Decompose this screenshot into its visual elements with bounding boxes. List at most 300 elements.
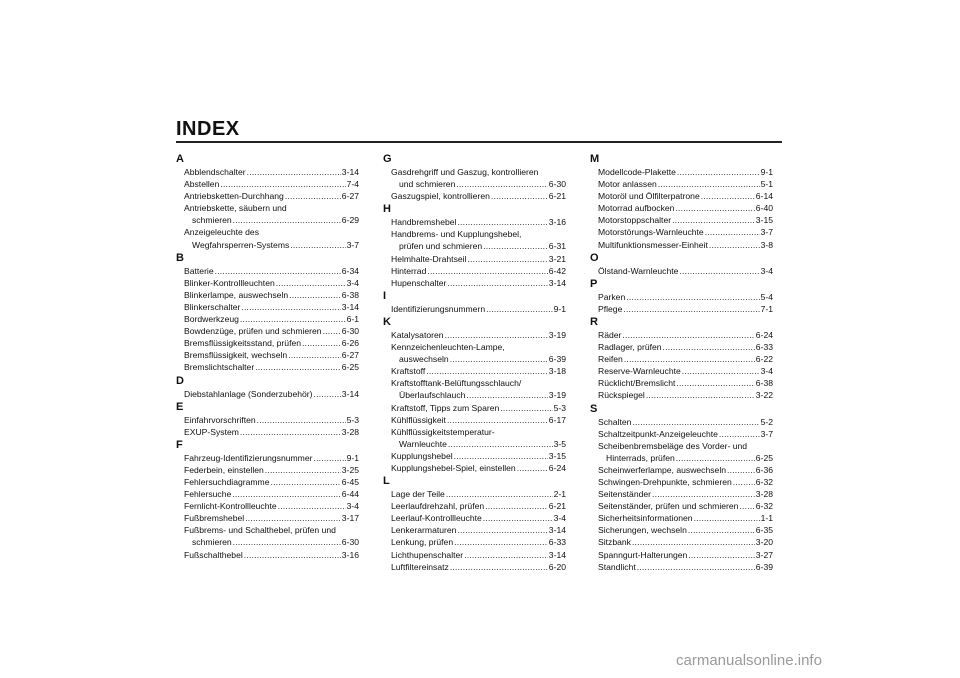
index-letter: D xyxy=(176,374,184,387)
index-entry-term: Sitzbank xyxy=(598,537,631,548)
index-entry xyxy=(590,214,773,226)
index-entry xyxy=(383,500,566,512)
index-entry-page: 3-14 xyxy=(548,277,566,288)
index-entry xyxy=(383,438,566,450)
index-entry xyxy=(176,239,359,251)
index-entry-page: 3-16 xyxy=(341,549,359,560)
index-entry-page: 6-26 xyxy=(341,338,359,349)
index-entry-term: auswechseln xyxy=(399,354,449,365)
index-entry-page: 6-36 xyxy=(755,464,773,475)
index-entry-page: 3-28 xyxy=(755,489,773,500)
index-entry-page: 6-31 xyxy=(548,241,566,252)
index-entry-term: Einfahrvorschriften xyxy=(184,414,256,425)
dot-leader xyxy=(483,240,548,252)
index-entry xyxy=(590,190,773,202)
index-entry-page: 3-28 xyxy=(341,426,359,437)
index-entry xyxy=(590,239,773,251)
index-entry-page: 7-1 xyxy=(760,303,773,314)
index-entry-page: 3-15 xyxy=(755,215,773,226)
index-entry xyxy=(383,365,566,377)
index-entry-page: 6-32 xyxy=(755,476,773,487)
index-entry-heading: Scheibenbremsbeläge des Vorder- und xyxy=(598,440,748,451)
page-title: INDEX xyxy=(176,118,240,140)
dot-leader xyxy=(278,500,346,512)
index-entry xyxy=(176,214,359,226)
dot-leader xyxy=(314,452,346,464)
dot-leader xyxy=(679,265,759,277)
index-column-3 xyxy=(590,152,773,573)
index-entry-page: 6-35 xyxy=(755,525,773,536)
index-entry-page: 6-30 xyxy=(548,179,566,190)
dot-leader xyxy=(323,325,341,337)
index-entry-page: 3-25 xyxy=(341,464,359,475)
index-entry xyxy=(176,337,359,349)
index-entry-page: 3-20 xyxy=(755,537,773,548)
index-entry-page: 6-44 xyxy=(341,489,359,500)
index-entry xyxy=(383,524,566,536)
dot-leader xyxy=(652,488,755,500)
index-entry-page: 3-4 xyxy=(760,265,773,276)
dot-leader xyxy=(677,166,760,178)
index-entry-page: 3-4 xyxy=(760,366,773,377)
index-entry-page: 3-8 xyxy=(760,239,773,250)
index-entry-page: 6-24 xyxy=(548,462,566,473)
dot-leader xyxy=(676,452,755,464)
dot-leader xyxy=(220,178,345,190)
dot-leader xyxy=(466,389,547,401)
index-entry xyxy=(383,277,566,289)
index-entry xyxy=(176,500,359,512)
index-entry-page: 3-18 xyxy=(548,366,566,377)
dot-leader xyxy=(215,265,341,277)
index-entry xyxy=(383,265,566,277)
dot-leader xyxy=(233,536,341,548)
index-entry-page: 1-1 xyxy=(760,513,773,524)
index-letter: O xyxy=(590,251,599,264)
index-letter: M xyxy=(590,153,600,165)
index-entry-term: Lenkerarmaturen xyxy=(391,525,457,536)
dot-leader xyxy=(626,291,759,303)
index-entry-page: 6-40 xyxy=(755,203,773,214)
index-entry xyxy=(176,476,359,488)
index-entry-page: 5-3 xyxy=(346,414,359,425)
index-entry-term: Fußschalthebel xyxy=(184,549,243,560)
index-entry-term: Katalysatoren xyxy=(391,329,444,340)
index-entry xyxy=(383,190,566,202)
dot-leader xyxy=(240,426,341,438)
index-entry-page: 5-3 xyxy=(553,402,566,413)
index-entry xyxy=(590,291,773,303)
dot-leader xyxy=(624,353,755,365)
index-entry xyxy=(176,488,359,500)
index-entry xyxy=(590,452,773,464)
index-entry-term: EXUP-System xyxy=(184,426,239,437)
dot-leader xyxy=(285,190,341,202)
index-entry xyxy=(176,301,359,313)
index-entry xyxy=(176,536,359,548)
title-rule xyxy=(176,141,782,143)
index-entry xyxy=(590,524,773,536)
index-entry-term: Multifunktionsmesser-Einheit xyxy=(598,239,708,250)
index-entry-page: 3-21 xyxy=(548,253,566,264)
index-entry-page: 3-14 xyxy=(548,525,566,536)
index-entry-heading: Kühlflüssigkeitstemperatur- xyxy=(391,426,495,437)
index-entry-term: Seitenständer xyxy=(598,489,652,500)
index-entry-page: 3-19 xyxy=(548,329,566,340)
dot-leader xyxy=(447,277,547,289)
index-entry xyxy=(383,216,566,228)
index-entry-term: Diebstahlanlage (Sonderzubehör) xyxy=(184,388,313,399)
index-entry-term: Lichthupenschalter xyxy=(391,549,464,560)
index-entry xyxy=(176,325,359,337)
index-entry xyxy=(383,462,566,474)
dot-leader xyxy=(288,349,341,361)
dot-leader xyxy=(694,512,760,524)
index-entry xyxy=(383,329,566,341)
dot-leader xyxy=(240,313,346,325)
index-entry-term: Pflege xyxy=(598,303,623,314)
index-entry-page: 7-4 xyxy=(346,179,359,190)
index-entry-term: Antriebsketten-Durchhang xyxy=(184,191,284,202)
index-entry-term: Lage der Teile xyxy=(391,489,445,500)
index-entry-term: Fehlersuchdiagramme xyxy=(184,476,270,487)
index-entry-page: 3-5 xyxy=(553,438,566,449)
index-entry-page: 6-1 xyxy=(346,314,359,325)
index-entry-term: Kupplungshebel-Spiel, einstellen xyxy=(391,462,516,473)
index-entry-term: Hinterrads, prüfen xyxy=(606,452,675,463)
index-entry-term: Motoröl und Ölfilterpatrone xyxy=(598,191,700,202)
index-entry-term: Radlager, prüfen xyxy=(598,342,662,353)
index-entry-term: Sicherheitsinformationen xyxy=(598,513,693,524)
dot-leader xyxy=(457,216,547,228)
index-entry xyxy=(590,202,773,214)
index-entry xyxy=(383,450,566,462)
index-entry xyxy=(383,389,566,401)
index-letter: R xyxy=(590,315,598,328)
index-entry xyxy=(590,377,773,389)
index-entry xyxy=(176,388,359,400)
index-entry-term: Motorstoppschalter xyxy=(598,215,672,226)
index-entry-term: Modellcode-Plakette xyxy=(598,167,676,177)
dot-leader xyxy=(233,214,341,226)
dot-leader xyxy=(637,561,755,573)
dot-leader xyxy=(467,253,547,265)
dot-leader xyxy=(302,337,341,349)
index-entry-term: Bremsflüssigkeit, wechseln xyxy=(184,350,288,361)
index-entry xyxy=(383,353,566,365)
index-entry-page: 3-14 xyxy=(548,549,566,560)
index-entry xyxy=(383,549,566,561)
index-entry xyxy=(590,464,773,476)
dot-leader xyxy=(289,289,341,301)
index-entry xyxy=(383,414,566,426)
dot-leader xyxy=(682,365,760,377)
index-entry xyxy=(383,488,566,500)
index-entry-page: 6-33 xyxy=(548,537,566,548)
index-entry-page: 3-4 xyxy=(346,501,359,512)
index-entry xyxy=(176,464,359,476)
index-entry-term: Motor anlassen xyxy=(598,179,657,190)
watermark-footer[interactable]: carmanualsonline.info xyxy=(676,652,822,669)
index-entry xyxy=(590,389,773,401)
index-entry xyxy=(176,426,359,438)
index-entry-term: Ölstand-Warnleuchte xyxy=(598,265,679,276)
index-entry xyxy=(383,402,566,414)
dot-leader xyxy=(491,190,548,202)
index-entry-term: Kühlflüssigkeit xyxy=(391,414,446,425)
index-entry-term: Schalten xyxy=(598,416,632,427)
index-entry-heading: Antriebskette, säubern und xyxy=(184,203,287,214)
dot-leader xyxy=(739,500,754,512)
index-entry-page: 3-19 xyxy=(548,390,566,401)
index-letter: G xyxy=(383,153,392,165)
index-entry-term: Identifizierungsnummern xyxy=(391,303,486,314)
index-entry xyxy=(176,512,359,524)
index-entry-page: 3-4 xyxy=(346,277,359,288)
dot-leader xyxy=(622,329,754,341)
index-entry xyxy=(176,549,359,561)
index-letter: A xyxy=(176,153,184,165)
index-entry-page: 9-1 xyxy=(553,303,566,314)
index-entry-term: schmieren xyxy=(192,537,232,548)
dot-leader xyxy=(688,549,754,561)
index-entry-page: 6-27 xyxy=(341,350,359,361)
dot-leader xyxy=(450,561,548,573)
dot-leader xyxy=(672,214,755,226)
dot-leader xyxy=(486,303,552,315)
index-letter: S xyxy=(590,402,598,415)
dot-leader xyxy=(314,388,341,400)
index-entry-term: Fehlersuche xyxy=(184,489,232,500)
dot-leader xyxy=(276,277,346,289)
index-entry xyxy=(176,277,359,289)
index-entry-page: 3-14 xyxy=(341,167,359,177)
dot-leader xyxy=(517,462,548,474)
index-entry xyxy=(590,166,773,178)
index-entry-term: Reserve-Warnleuchte xyxy=(598,366,681,377)
index-entry-page: 3-17 xyxy=(341,513,359,524)
index-entry-term: Handbremshebel xyxy=(391,217,457,228)
dot-leader xyxy=(457,524,547,536)
index-entry-page: 6-24 xyxy=(755,329,773,340)
index-entry-page: 6-29 xyxy=(341,215,359,226)
index-entry-term: Bremsflüssigkeitsstand, prüfen xyxy=(184,338,302,349)
dot-leader xyxy=(705,226,760,238)
index-entry-heading: Kraftstofftank-Belüftungsschlauch/ xyxy=(391,378,522,389)
index-entry-term: Hinterrad xyxy=(391,265,427,276)
dot-leader xyxy=(733,476,755,488)
dot-leader xyxy=(245,512,341,524)
index-entry xyxy=(176,313,359,325)
index-entry xyxy=(590,416,773,428)
index-entry-term: Leerlaufdrehzahl, prüfen xyxy=(391,501,485,512)
index-entry-heading: Gasdrehgriff und Gaszug, kontrollieren xyxy=(391,167,539,177)
index-entry-term: Kupplungshebel xyxy=(391,450,453,461)
dot-leader xyxy=(663,341,755,353)
index-entry-page: 9-1 xyxy=(346,452,359,463)
dot-leader xyxy=(727,464,755,476)
index-column-2 xyxy=(383,152,566,573)
index-entry-heading: Handbrems- und Kupplungshebel, xyxy=(391,229,522,240)
dot-leader xyxy=(265,464,341,476)
index-entry-page: 6-42 xyxy=(548,265,566,276)
index-entry xyxy=(383,561,566,573)
index-entry-term: Parken xyxy=(598,291,626,302)
dot-leader xyxy=(483,512,553,524)
index-entry-page: 3-7 xyxy=(346,239,359,250)
index-entry-term: Federbein, einstellen xyxy=(184,464,264,475)
index-entry xyxy=(383,240,566,252)
index-entry-term: Motorstörungs-Warnleuchte xyxy=(598,227,704,238)
dot-leader xyxy=(646,389,755,401)
index-entry-term: Fußbremshebel xyxy=(184,513,245,524)
index-entry-term: Reifen xyxy=(598,354,623,365)
index-entry-page: 9-1 xyxy=(760,167,773,177)
index-letter: B xyxy=(176,251,184,264)
index-entry-term: Spanngurt-Halterungen xyxy=(598,549,688,560)
dot-leader xyxy=(500,402,552,414)
dot-leader xyxy=(485,500,548,512)
index-entry-page: 3-16 xyxy=(548,217,566,228)
index-entry-page: 6-25 xyxy=(341,362,359,373)
index-entry xyxy=(176,349,359,361)
index-letter: L xyxy=(383,475,390,488)
index-entry-term: Bordwerkzeug xyxy=(184,314,239,325)
index-letter: P xyxy=(590,277,598,290)
index-entry-page: 6-30 xyxy=(341,537,359,548)
dot-leader xyxy=(456,178,547,190)
index-entry-page: 6-32 xyxy=(755,501,773,512)
index-entry-page: 6-21 xyxy=(548,501,566,512)
index-entry-page: 6-21 xyxy=(548,191,566,202)
index-entry xyxy=(590,512,773,524)
index-entry-page: 5-1 xyxy=(760,179,773,190)
dot-leader xyxy=(658,178,760,190)
index-entry xyxy=(590,226,773,238)
dot-leader xyxy=(450,353,548,365)
index-entry-term: Schwingen-Drehpunkte, schmieren xyxy=(598,476,732,487)
index-entry-term: Scheinwerferlampe, auswechseln xyxy=(598,464,727,475)
index-entry xyxy=(590,428,773,440)
index-entry-term: Wegfahrsperren-Systems xyxy=(192,239,290,250)
index-entry-page: 6-14 xyxy=(755,191,773,202)
dot-leader xyxy=(447,414,548,426)
index-entry-term: Blinkerlampe, auswechseln xyxy=(184,289,289,300)
index-entry-term: Hupenschalter xyxy=(391,277,447,288)
index-entry-term: Rücklicht/Bremslicht xyxy=(598,378,676,389)
index-entry xyxy=(590,476,773,488)
index-entry-page: 6-45 xyxy=(341,476,359,487)
index-entry-page: 5-4 xyxy=(760,291,773,302)
index-letter: I xyxy=(383,289,387,302)
index-entry-page: 6-39 xyxy=(755,561,773,572)
dot-leader xyxy=(464,549,548,561)
index-entry-term: Überlaufschlauch xyxy=(399,390,466,401)
index-entry-page: 3-22 xyxy=(755,390,773,401)
index-entry-term: Leerlauf-Kontrollleuchte xyxy=(391,513,482,524)
index-entry-term: Lenkung, prüfen xyxy=(391,537,454,548)
index-entry xyxy=(590,488,773,500)
index-entry-page: 6-39 xyxy=(548,354,566,365)
index-entry-term: Standlicht xyxy=(598,561,636,572)
dot-leader xyxy=(426,365,548,377)
index-entry-page: 3-14 xyxy=(341,388,359,399)
index-entry-term: Blinker-Kontrollleuchten xyxy=(184,277,275,288)
index-entry-page: 6-30 xyxy=(341,326,359,337)
index-entry xyxy=(176,265,359,277)
index-entry-heading: Anzeigeleuchte des xyxy=(184,227,260,238)
index-entry-page: 6-34 xyxy=(341,265,359,276)
dot-leader xyxy=(232,488,341,500)
dot-leader xyxy=(632,536,755,548)
index-entry-heading: Fußbrems- und Schalthebel, prüfen und xyxy=(184,525,336,536)
index-entry xyxy=(590,536,773,548)
index-entry xyxy=(590,500,773,512)
index-entry-term: Räder xyxy=(598,329,622,340)
index-entry-term: Abblendschalter xyxy=(184,167,246,177)
index-entry-page: 6-38 xyxy=(755,378,773,389)
index-entry-page: 6-25 xyxy=(755,452,773,463)
index-entry-term: Warnleuchte xyxy=(399,438,447,449)
index-entry-term: Abstellen xyxy=(184,179,220,190)
index-entry-page: 3-7 xyxy=(760,227,773,238)
dot-leader xyxy=(701,190,755,202)
index-entry xyxy=(590,549,773,561)
index-entry-term: Fahrzeug-Identifizierungsnummer xyxy=(184,452,313,463)
index-entry-page: 3-4 xyxy=(553,513,566,524)
dot-leader xyxy=(675,202,754,214)
index-entry-page: 6-27 xyxy=(341,191,359,202)
dot-leader xyxy=(448,438,553,450)
index-column-1 xyxy=(176,152,359,561)
index-entry-term: Luftfiltereinsatz xyxy=(391,561,449,572)
index-entry-page: 6-22 xyxy=(755,354,773,365)
index-letter: F xyxy=(176,438,183,451)
dot-leader xyxy=(290,239,345,251)
index-entry-term: Fernlicht-Kontrollleuchte xyxy=(184,501,277,512)
index-entry xyxy=(176,190,359,202)
index-entry xyxy=(590,303,773,315)
dot-leader xyxy=(688,524,755,536)
index-entry xyxy=(176,361,359,373)
dot-leader xyxy=(632,416,759,428)
index-entry xyxy=(590,178,773,190)
dot-leader xyxy=(446,488,553,500)
index-entry-term: prüfen und schmieren xyxy=(399,241,483,252)
index-entry-term: Kraftstoff, Tipps zum Sparen xyxy=(391,402,500,413)
index-entry-term: und schmieren xyxy=(399,179,456,190)
index-entry xyxy=(176,414,359,426)
index-entry xyxy=(590,341,773,353)
index-entry xyxy=(176,178,359,190)
index-entry xyxy=(590,561,773,573)
index-entry-term: Schaltzeitpunkt-Anzeigeleuchte xyxy=(598,428,718,439)
index-entry-term: Sicherungen, wechseln xyxy=(598,525,687,536)
index-letter: E xyxy=(176,400,184,413)
index-entry-heading: Kennzeichenleuchten-Lampe, xyxy=(391,342,505,353)
index-entry-term: Gaszugspiel, kontrollieren xyxy=(391,191,490,202)
index-entry xyxy=(176,452,359,464)
dot-leader xyxy=(271,476,341,488)
index-entry-page: 6-33 xyxy=(755,342,773,353)
index-entry-term: Helmhalte-Drahtseil xyxy=(391,253,467,264)
dot-leader xyxy=(257,414,346,426)
index-letter: H xyxy=(383,203,391,216)
dot-leader xyxy=(454,536,548,548)
dot-leader xyxy=(255,361,341,373)
index-entry xyxy=(383,178,566,190)
dot-leader xyxy=(241,301,340,313)
